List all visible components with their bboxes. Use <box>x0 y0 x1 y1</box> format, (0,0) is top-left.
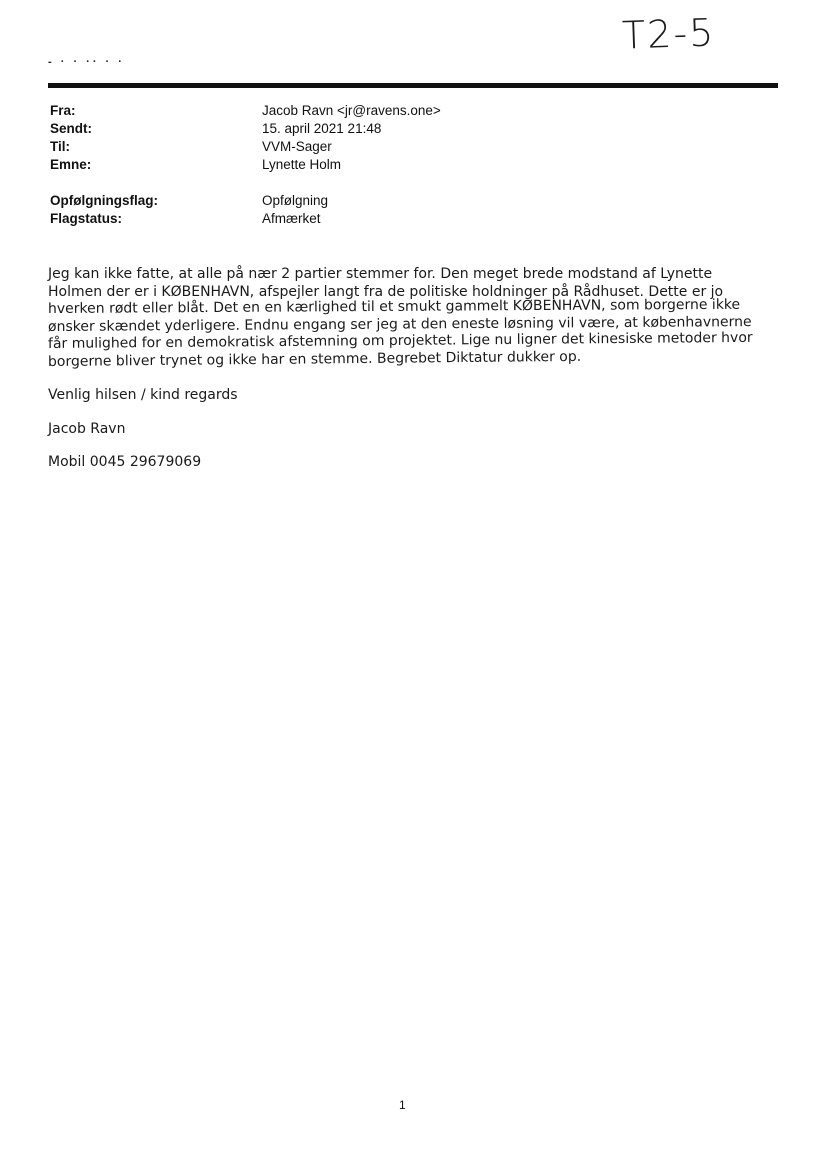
header-row-sent <box>50 120 750 138</box>
subject-value: Lynette Holm <box>262 157 342 172</box>
flag-status-label: Flagstatus: <box>50 211 123 226</box>
handwritten-reference: T2-5 <box>621 10 717 58</box>
followup-flag-value: Opfølgning <box>262 193 329 208</box>
phone-number: Mobil 0045 29679069 <box>48 454 202 470</box>
flag-status-value: Afmærket <box>262 211 321 226</box>
to-value: VVM-Sager <box>262 139 332 154</box>
page-number: 1 <box>399 1098 406 1112</box>
email-header <box>50 102 750 228</box>
email-body <box>48 266 778 488</box>
to-label: Til: <box>50 139 70 154</box>
header-row-from <box>50 102 750 120</box>
subject-label: Emne: <box>50 157 92 172</box>
body-line: borgerne bliver trynet og ikke har en stemme. Begrebet Diktatur dukker op. <box>47 348 582 370</box>
body-line: hverken rødt eller blåt. Det en en kærlighed til et smukt gammelt KØBENHAVN, som borgerne ikke <box>47 296 741 317</box>
header-row-to <box>50 138 750 156</box>
from-value: Jacob Ravn <jr@ravens.one> <box>262 103 441 118</box>
header-row-followup-flag <box>50 192 750 210</box>
greeting: Venlig hilsen / kind regards <box>48 387 238 403</box>
followup-flag-label: Opfølgningsflag: <box>50 193 158 208</box>
from-label: Fra: <box>50 103 76 118</box>
header-divider <box>48 83 778 88</box>
header-row-subject <box>50 156 750 174</box>
header-row-flag-status <box>50 210 750 228</box>
sent-label: Sendt: <box>50 121 92 136</box>
sender-name: Jacob Ravn <box>48 420 126 437</box>
sent-value: 15. april 2021 21:48 <box>262 121 382 136</box>
body-line: får mulighed for en demokratisk afstemning om projektet. Lige nu ligner det kinesiske metoder hvor <box>47 329 753 352</box>
body-line: Holmen der er i KØBENHAVN, afspejler langt fra de politiske holdninger på Rådhuset. Dette er jo <box>48 283 724 300</box>
scan-marks: - · · ·· · · <box>48 56 125 68</box>
body-line: Jeg kan ikke fatte, at alle på nær 2 partier stemmer for. Den meget brede modstand af Lynette <box>48 266 713 282</box>
body-line: ønsker skændet yderligere. Endnu engang ser jeg at den eneste løsning vil være, at københavnerne <box>47 313 752 335</box>
body-paragraph <box>48 266 778 371</box>
